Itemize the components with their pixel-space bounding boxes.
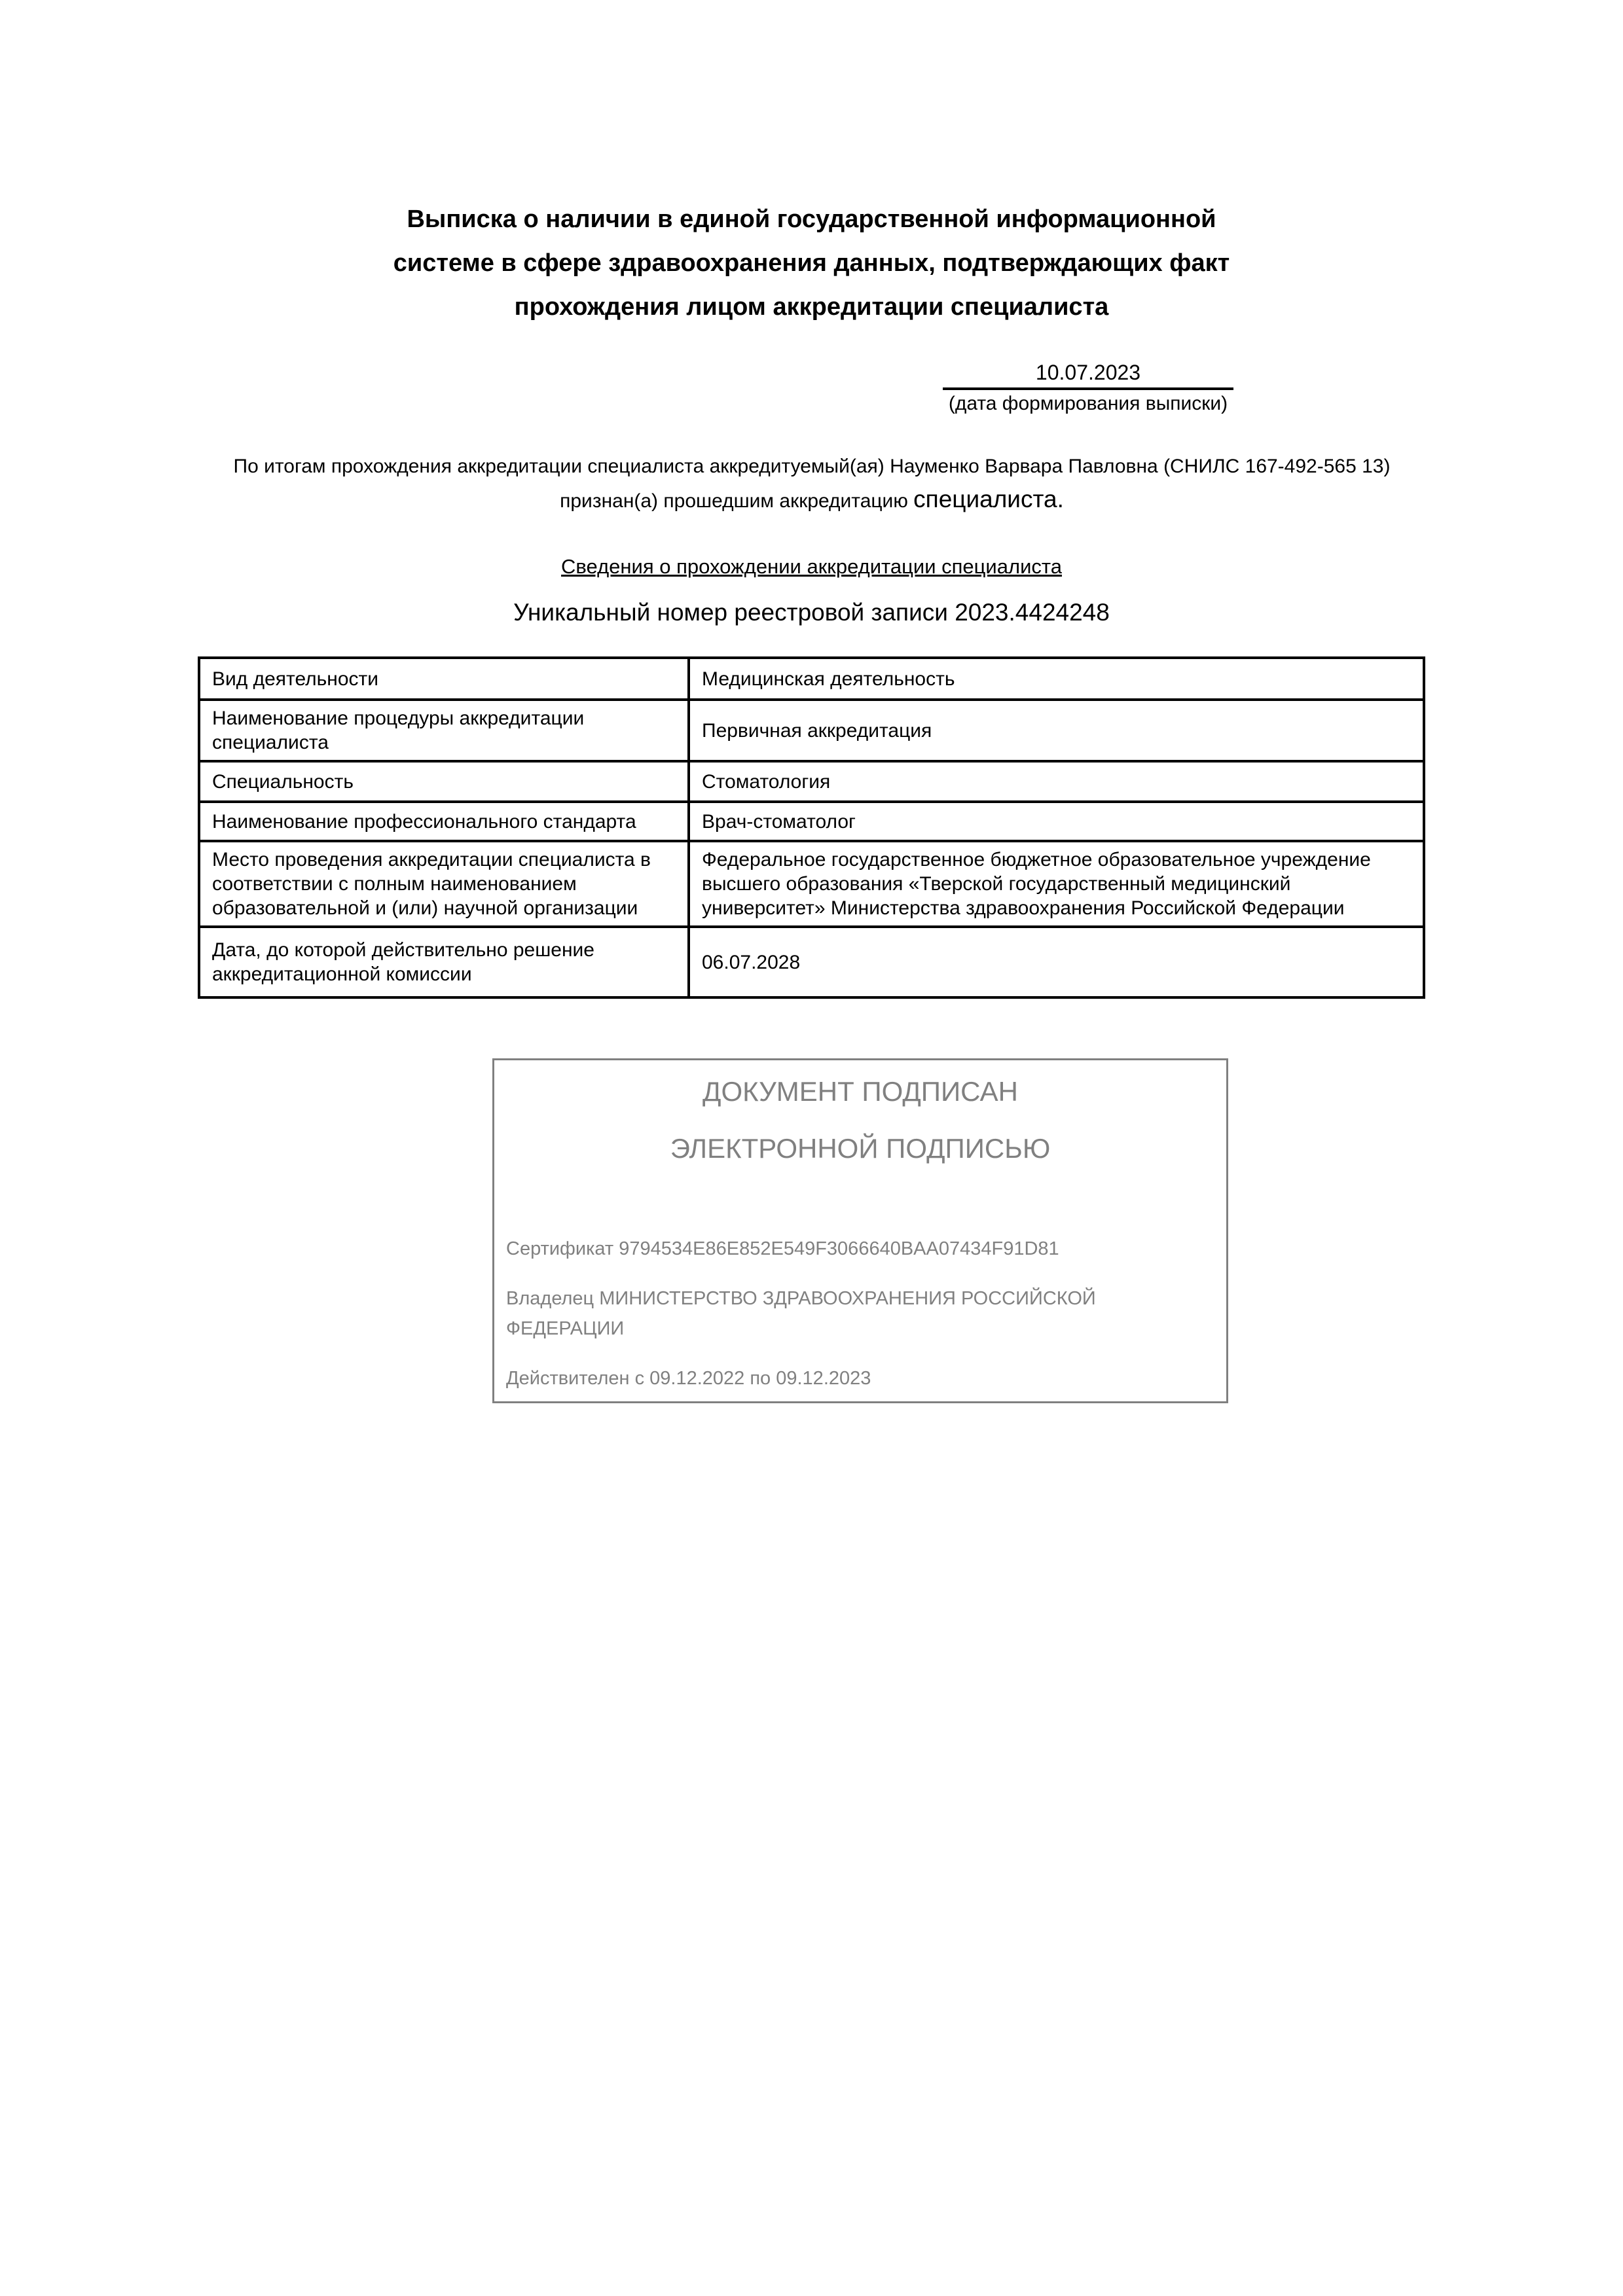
issue-date-block xyxy=(943,359,1233,418)
intro-line-2-emphasis: специалиста. xyxy=(913,486,1064,512)
row-value: Врач-стоматолог xyxy=(689,802,1424,841)
intro-paragraph xyxy=(187,450,1437,518)
signature-title-line-2: ЭЛЕКТРОННОЙ ПОДПИСЬЮ xyxy=(670,1133,1051,1164)
row-label: Наименование процедуры аккредитации специалиста xyxy=(199,700,689,761)
document-title-line-1: Выписка о наличии в единой государственной информационной xyxy=(407,206,1216,233)
row-label: Вид деятельности xyxy=(199,658,689,700)
row-value: Федеральное государственное бюджетное образовательное учреждение высшего образования «Тверской государственный медицинский университет» Министерства здравоохранения Российской Федерации xyxy=(689,841,1424,927)
intro-line-1: По итогам прохождения аккредитации специалиста аккредитуемый(ая) Науменко Варвара Павловна (СНИЛС 167-492-565 13) xyxy=(233,456,1391,477)
row-value: Стоматология xyxy=(689,761,1424,802)
registry-number: Уникальный номер реестровой записи 2023.4424248 xyxy=(513,599,1110,626)
signature-title-line-1: ДОКУМЕНТ ПОДПИСАН xyxy=(702,1076,1018,1107)
row-value: Первичная аккредитация xyxy=(689,700,1424,761)
row-value: 06.07.2028 xyxy=(689,927,1424,997)
row-label: Дата, до которой действительно решение аккредитационной комиссии xyxy=(199,927,689,997)
signature-stamp xyxy=(492,1058,1228,1403)
document-title xyxy=(0,198,1623,329)
certificate-line: Сертификат 9794534E86E852E549F3066640BAA07434F91D81 xyxy=(506,1238,1059,1259)
table-row xyxy=(199,761,1424,802)
row-label: Наименование профессионального стандарта xyxy=(199,802,689,841)
signature-details xyxy=(506,1234,1214,1413)
section-heading: Сведения о прохождении аккредитации специалиста xyxy=(561,555,1062,578)
table-row xyxy=(199,841,1424,927)
table-row xyxy=(199,658,1424,700)
document-title-line-3: прохождения лицом аккредитации специалиста xyxy=(514,293,1109,321)
table-row xyxy=(199,927,1424,997)
issue-date: 10.07.2023 xyxy=(943,359,1233,390)
validity-line: Действителен с 09.12.2022 по 09.12.2023 xyxy=(506,1368,871,1389)
table-row xyxy=(199,802,1424,841)
row-label: Специальность xyxy=(199,761,689,802)
document-title-line-2: системе в сфере здравоохранения данных, подтверждающих факт xyxy=(393,249,1230,277)
table-row xyxy=(199,700,1424,761)
row-label: Место проведения аккредитации специалиста в соответствии с полным наименованием образовательной и (или) научной организации xyxy=(199,841,689,927)
intro-line-2 xyxy=(187,483,1437,518)
row-value: Медицинская деятельность xyxy=(689,658,1424,700)
owner-line: Владелец МИНИСТЕРСТВО ЗДРАВООХРАНЕНИЯ РОССИЙСКОЙ ФЕДЕРАЦИИ xyxy=(506,1288,1096,1339)
intro-line-2-prefix: признан(а) прошедшим аккредитацию xyxy=(560,490,914,512)
accreditation-table xyxy=(198,656,1425,999)
issue-date-caption: (дата формирования выписки) xyxy=(948,393,1228,414)
